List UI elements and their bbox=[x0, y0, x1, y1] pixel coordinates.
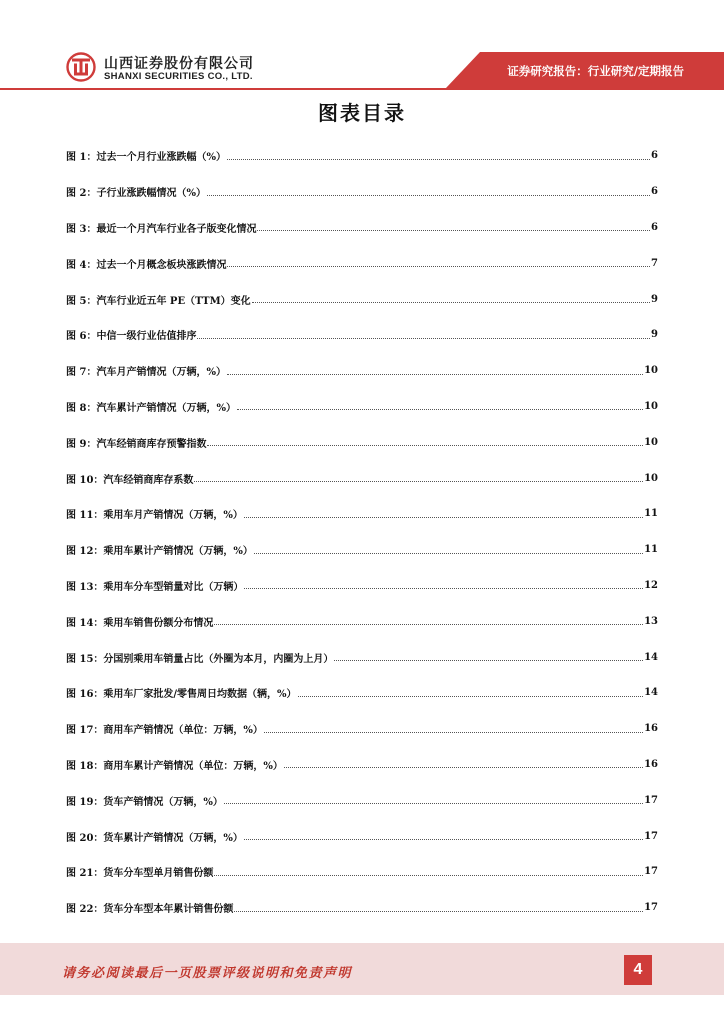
toc-entry[interactable] bbox=[66, 675, 658, 711]
toc-entry-label: 图 18：商用车累计产销情况（单位：万辆，%） bbox=[66, 760, 283, 772]
toc-entry[interactable] bbox=[66, 460, 658, 496]
toc-entry[interactable] bbox=[66, 210, 658, 246]
toc-entry-page: 10 bbox=[644, 472, 658, 484]
toc-dot-leader bbox=[214, 615, 643, 625]
toc-entry-page: 13 bbox=[644, 615, 658, 627]
toc-dot-leader bbox=[254, 544, 643, 554]
toc-entry[interactable] bbox=[66, 782, 658, 818]
toc-entry-label: 图 13：乘用车分车型销量对比（万辆） bbox=[66, 581, 244, 593]
page-title: 图表目录 bbox=[318, 101, 406, 125]
toc-dot-leader bbox=[252, 293, 650, 303]
toc-dot-leader bbox=[207, 186, 650, 196]
toc-dot-leader bbox=[244, 508, 643, 518]
toc-entry-page: 17 bbox=[644, 794, 658, 806]
toc-entry-page: 9 bbox=[651, 293, 658, 305]
toc-entry[interactable] bbox=[66, 496, 658, 532]
toc-entry-label: 图 8：汽车累计产销情况（万辆，%） bbox=[66, 402, 236, 414]
toc-entry-label: 图 1：过去一个月行业涨跌幅（%） bbox=[66, 152, 226, 164]
toc-entry-page: 17 bbox=[644, 830, 658, 842]
toc-entry-page: 17 bbox=[644, 866, 658, 878]
toc-entry-label: 图 10：汽车经销商库存系数 bbox=[66, 474, 194, 486]
toc-entry-page: 6 bbox=[651, 186, 658, 198]
toc-entry-label: 图 17：商用车产销情况（单位：万辆，%） bbox=[66, 725, 263, 737]
page-number: 4 bbox=[624, 955, 652, 985]
toc-entry[interactable] bbox=[66, 890, 658, 926]
toc-entry-label: 图 9：汽车经销商库存预警指数 bbox=[66, 438, 207, 450]
toc-dot-leader bbox=[244, 830, 643, 840]
toc-entry-label: 图 16：乘用车厂家批发/零售周日均数据（辆，%） bbox=[66, 689, 297, 701]
toc-entry-label: 图 2：子行业涨跌幅情况（%） bbox=[66, 188, 206, 200]
toc-entry-page: 7 bbox=[651, 257, 658, 269]
company-name-en: SHANXI SECURITIES CO., LTD. bbox=[104, 71, 253, 82]
toc-entry-page: 16 bbox=[644, 758, 658, 770]
toc-dot-leader bbox=[298, 687, 644, 697]
toc-entry-page: 14 bbox=[644, 687, 658, 699]
toc-entry-page: 14 bbox=[644, 651, 658, 663]
toc-dot-leader bbox=[224, 794, 643, 804]
toc-entry[interactable] bbox=[66, 424, 658, 460]
toc-entry-page: 10 bbox=[644, 365, 658, 377]
toc-entry[interactable] bbox=[66, 639, 658, 675]
toc-entry-page: 10 bbox=[644, 436, 658, 448]
toc-entry-label: 图 20：货车累计产销情况（万辆，%） bbox=[66, 832, 243, 844]
toc-dot-leader bbox=[227, 365, 643, 375]
toc-dot-leader bbox=[197, 329, 650, 339]
toc-dot-leader bbox=[227, 150, 650, 160]
toc-entry-page: 12 bbox=[644, 579, 658, 591]
toc-entry[interactable] bbox=[66, 532, 658, 568]
header-divider bbox=[0, 88, 724, 90]
toc-entry-label: 图 15：分国别乘用车销量占比（外圈为本月，内圈为上月） bbox=[66, 653, 334, 665]
toc-entry-page: 9 bbox=[651, 329, 658, 341]
toc-entry[interactable] bbox=[66, 389, 658, 425]
toc-dot-leader bbox=[207, 436, 643, 446]
toc-entry-label: 图 6：中信一级行业估值排序 bbox=[66, 331, 197, 343]
toc-entry-page: 11 bbox=[644, 508, 658, 520]
toc-entry-page: 10 bbox=[644, 400, 658, 412]
toc-entry-page: 6 bbox=[651, 150, 658, 162]
toc-entry[interactable] bbox=[66, 747, 658, 783]
toc-entry-label: 图 11：乘用车月产销情况（万辆，%） bbox=[66, 510, 243, 522]
company-name-cn: 山西证券股份有限公司 bbox=[104, 56, 254, 72]
toc-entry[interactable] bbox=[66, 854, 658, 890]
toc-entry-page: 11 bbox=[644, 544, 658, 556]
toc-dot-leader bbox=[227, 257, 650, 267]
toc-entry[interactable] bbox=[66, 245, 658, 281]
toc-dot-leader bbox=[244, 579, 643, 589]
toc-dot-leader bbox=[214, 866, 643, 876]
toc-dot-leader bbox=[284, 758, 643, 768]
toc-entry-page: 16 bbox=[644, 723, 658, 735]
toc-dot-leader bbox=[257, 221, 650, 231]
toc-entry-label: 图 5：汽车行业近五年 PE（TTM）变化 bbox=[66, 295, 251, 307]
toc-entry[interactable] bbox=[66, 711, 658, 747]
toc-entry[interactable] bbox=[66, 317, 658, 353]
toc-entry-page: 6 bbox=[651, 221, 658, 233]
page-header bbox=[0, 0, 724, 92]
toc-entry[interactable] bbox=[66, 138, 658, 174]
toc-entry[interactable] bbox=[66, 174, 658, 210]
disclaimer-notice: 请务必阅读最后一页股票评级说明和免责声明 bbox=[62, 966, 353, 981]
toc-entry-label: 图 3：最近一个月汽车行业各子版变化情况 bbox=[66, 223, 257, 235]
toc-entry-label: 图 4：过去一个月概念板块涨跌情况 bbox=[66, 259, 227, 271]
toc-entry[interactable] bbox=[66, 603, 658, 639]
toc-entry-label: 图 19：货车产销情况（万辆，%） bbox=[66, 796, 223, 808]
toc-entry[interactable] bbox=[66, 353, 658, 389]
toc-dot-leader bbox=[194, 472, 643, 482]
toc-entry-label: 图 7：汽车月产销情况（万辆，%） bbox=[66, 367, 226, 379]
toc-entry[interactable] bbox=[66, 281, 658, 317]
shanxi-securities-logo-icon bbox=[66, 52, 96, 82]
toc-entry-page: 17 bbox=[644, 902, 658, 914]
toc-entry-label: 图 21：货车分车型单月销售份额 bbox=[66, 868, 214, 880]
toc-dot-leader bbox=[237, 400, 643, 410]
toc-entry-label: 图 22：货车分车型本年累计销售份额 bbox=[66, 904, 234, 916]
toc-dot-leader bbox=[264, 723, 643, 733]
toc-dot-leader bbox=[234, 902, 643, 912]
toc-entry[interactable] bbox=[66, 568, 658, 604]
toc-entry[interactable] bbox=[66, 818, 658, 854]
toc-entry-label: 图 12：乘用车累计产销情况（万辆，%） bbox=[66, 546, 253, 558]
report-type-label: 证券研究报告：行业研究/定期报告 bbox=[507, 64, 684, 78]
toc-entry-label: 图 14：乘用车销售份额分布情况 bbox=[66, 617, 214, 629]
toc-dot-leader bbox=[334, 651, 643, 661]
table-of-figures bbox=[66, 138, 658, 926]
